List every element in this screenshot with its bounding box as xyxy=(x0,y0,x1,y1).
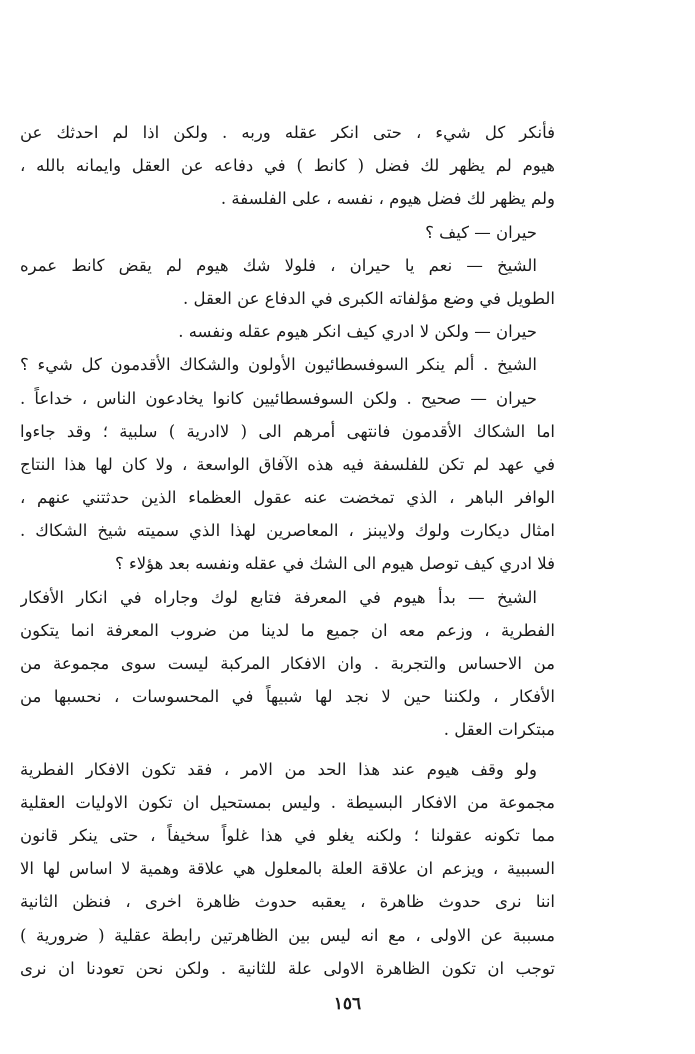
text-line: السببية ، ويزعم ان علاقة العلة بالمعلول هي علاقة وهمية لا اساس لها الا xyxy=(20,859,555,879)
text-line: حيران — كيف ؟ xyxy=(425,222,537,242)
text-line: الشيخ — بدأ هيوم في المعرفة فتابع لوك وجاراه في انكار الأفكار xyxy=(20,587,537,607)
text-line: حيران — ولكن لا ادري كيف انكر هيوم عقله ونفسه . xyxy=(178,322,537,342)
text-line: فأنكر كل شيء ، حتى انكر عقله وربه . ولكن اذا لم احدثك عن xyxy=(20,123,555,142)
text-line: الشيخ — نعم يا حيران ، فلولا شك هيوم لم يقض كانط عمره xyxy=(20,255,537,275)
text-line: حيران — صحيح . ولكن السوفسطائيين كانوا يخادعون الناس ، خداعاً . xyxy=(20,388,537,408)
text-line: امثال ديكارت ولوك ولايبنز ، المعاصرين لهذا الذي سميته شيخ الشكاك . xyxy=(20,521,555,541)
body-text xyxy=(20,116,555,985)
text-line: في عهد لم تكن للفلسفة فيه هذه الآفاق الواسعة ، ولا كان لها هذا النتاج xyxy=(20,454,555,474)
text-line: توجب ان تكون الظاهرة الاولى علة للثانية . ولكن نحن تعودنا ان نرى xyxy=(20,958,555,978)
text-line: الوافر الباهر ، الذي تمخضت عنه عقول العظماء الذين حدثتني عنهم ، xyxy=(20,488,555,508)
text-line: ولم يظهر لك فضل هيوم ، نفسه ، على الفلسفة . xyxy=(220,189,555,209)
text-line: الطويل في وضع مؤلفاته الكبرى في الدفاع عن العقل . xyxy=(182,288,555,308)
page-number: ١٥٦ xyxy=(333,994,362,1014)
text-line: ولو وقف هيوم عند هذا الحد من الامر ، فقد تكون الافكار الفطرية xyxy=(20,759,537,779)
text-line: مجموعة من الافكار البسيطة . وليس بمستحيل ان تكون الاوليات العقلية xyxy=(20,792,555,812)
text-line: فلا ادري كيف توصل هيوم الى الشك في عقله ونفسه بعد هؤلاء ؟ xyxy=(114,554,555,574)
text-line: مما تكونه عقولنا ؛ ولكنه يغلو في هذا غلواً سخيفاً ، حتى ينكر قانون xyxy=(20,825,555,845)
text-line: مبتكرات العقل . xyxy=(443,720,555,740)
text-line: مسببة عن الاولى ، مع انه ليس بين الظاهرتين رابطة عقلية ( ضرورية ) xyxy=(20,925,555,945)
text-line: الفطرية ، وزعم معه ان جميع ما لدينا من ضروب المعرفة انما يتكون xyxy=(20,620,555,640)
text-line: هيوم لم يظهر لك فضل ( كانط ) في دفاعه عن العقل وايمانه بالله ، xyxy=(20,156,555,176)
text-line: اننا نرى حدوث ظاهرة ، يعقبه حدوث ظاهرة اخرى ، فنظن الثانية xyxy=(20,892,555,912)
text-line: من الاحساس والتجربة . وان الافكار المركبة ليست سوى مجموعة من xyxy=(20,654,555,673)
text-line: الشيخ . ألم ينكر السوفسطائيون الأولون والشكاك الأقدمون كل شيء ؟ xyxy=(20,355,537,375)
text-line: اما الشكاك الأقدمون فانتهى أمرهم الى ( لاادرية ) سلبية ؛ وقد جاءوا xyxy=(20,421,555,441)
text-line: الأفكار ، ولكننا حين لا نجد لها شبيهاً في المحسوسات ، نحسبها من xyxy=(20,687,555,707)
